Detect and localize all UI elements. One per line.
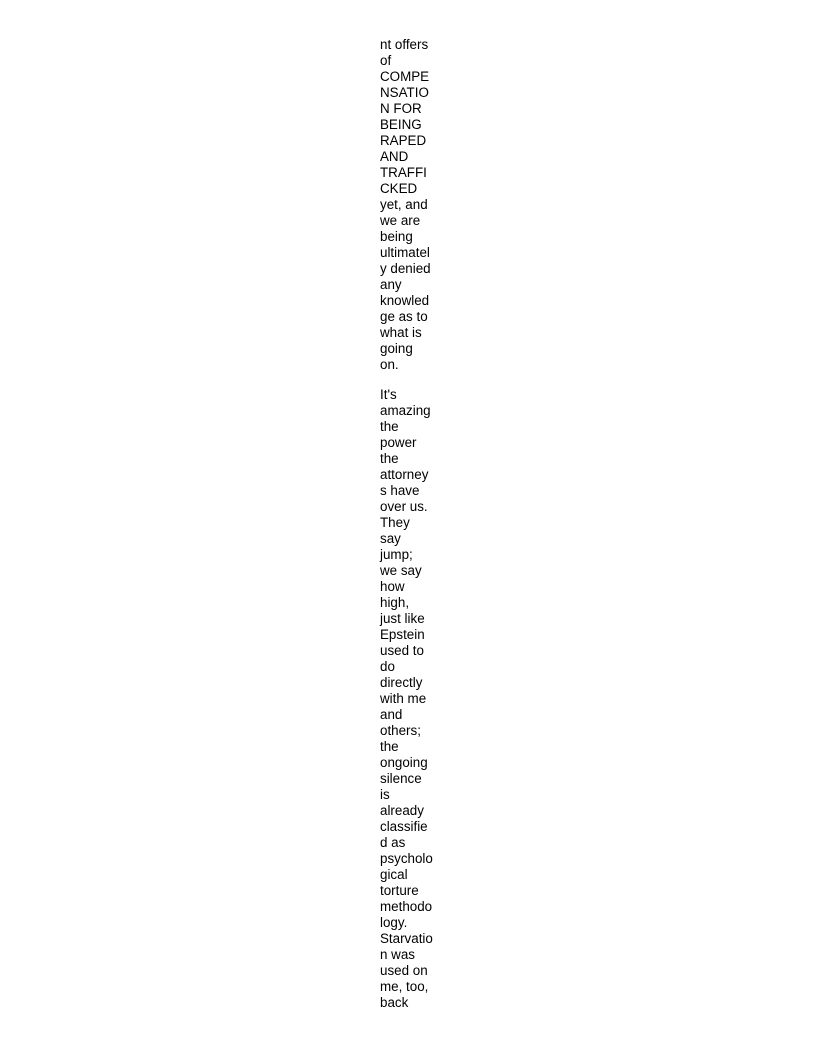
text-line: ultimatel: [380, 245, 430, 260]
text-line: s have: [380, 483, 420, 498]
text-line: psycholo: [380, 851, 433, 866]
text-line: me, too,: [380, 979, 429, 994]
text-line: knowled: [380, 293, 430, 308]
text-line: d as: [380, 835, 406, 850]
text-line: others;: [380, 723, 421, 738]
text-line: used to: [380, 643, 424, 658]
text-line: how: [380, 579, 405, 594]
text-line: ge as to: [380, 309, 428, 324]
text-line: nt offers: [380, 37, 429, 52]
text-line: COMPE: [380, 69, 430, 84]
text-line: used on: [380, 963, 428, 978]
text-line: going: [380, 341, 413, 356]
text-line: already: [380, 803, 424, 818]
text-line: yet, and: [380, 197, 428, 212]
text-line: They: [380, 515, 410, 530]
text-line: jump;: [380, 547, 413, 562]
text-line: classifie: [380, 819, 428, 834]
text-line: attorney: [380, 467, 429, 482]
text-line: what is: [380, 325, 422, 340]
text-line: is: [380, 787, 390, 802]
text-line: Starvatio: [380, 931, 433, 946]
text-line: BEING: [380, 117, 422, 132]
text-line: amazing: [380, 403, 431, 418]
text-line: the: [380, 739, 399, 754]
text-line: ongoing: [380, 755, 428, 770]
text-line: It's: [380, 387, 397, 402]
text-line: high,: [380, 595, 410, 610]
text-line: methodo: [380, 899, 433, 914]
text-column: [380, 37, 440, 1011]
text-line: CKED: [380, 181, 418, 196]
paragraph-1: [380, 37, 440, 373]
text-line: AND: [380, 149, 409, 164]
text-line: power: [380, 435, 417, 450]
text-line: with me: [380, 691, 427, 706]
text-line: RAPED: [380, 133, 427, 148]
text-line: do: [380, 659, 395, 674]
paragraph-2: [380, 387, 440, 1011]
text-line: and: [380, 707, 403, 722]
text-line: n was: [380, 947, 415, 962]
text-line: we say: [380, 563, 422, 578]
text-line: the: [380, 419, 399, 434]
paragraph-gap: [380, 373, 440, 387]
text-line: N FOR: [380, 101, 422, 116]
text-line: gical: [380, 867, 408, 882]
text-line: being: [380, 229, 413, 244]
text-line: over us.: [380, 499, 428, 514]
text-line: on.: [380, 357, 399, 372]
text-line: back: [380, 995, 409, 1010]
text-line: we are: [380, 213, 421, 228]
text-line: Epstein: [380, 627, 425, 642]
text-line: directly: [380, 675, 423, 690]
text-line: any: [380, 277, 402, 292]
text-line: the: [380, 451, 399, 466]
text-line: NSATIO: [380, 85, 429, 100]
text-line: y denied: [380, 261, 431, 276]
text-line: silence: [380, 771, 422, 786]
text-line: TRAFFI: [380, 165, 427, 180]
text-line: logy.: [380, 915, 408, 930]
text-line: of: [380, 53, 392, 68]
text-line: say: [380, 531, 401, 546]
text-line: just like: [380, 611, 425, 626]
text-line: torture: [380, 883, 419, 898]
